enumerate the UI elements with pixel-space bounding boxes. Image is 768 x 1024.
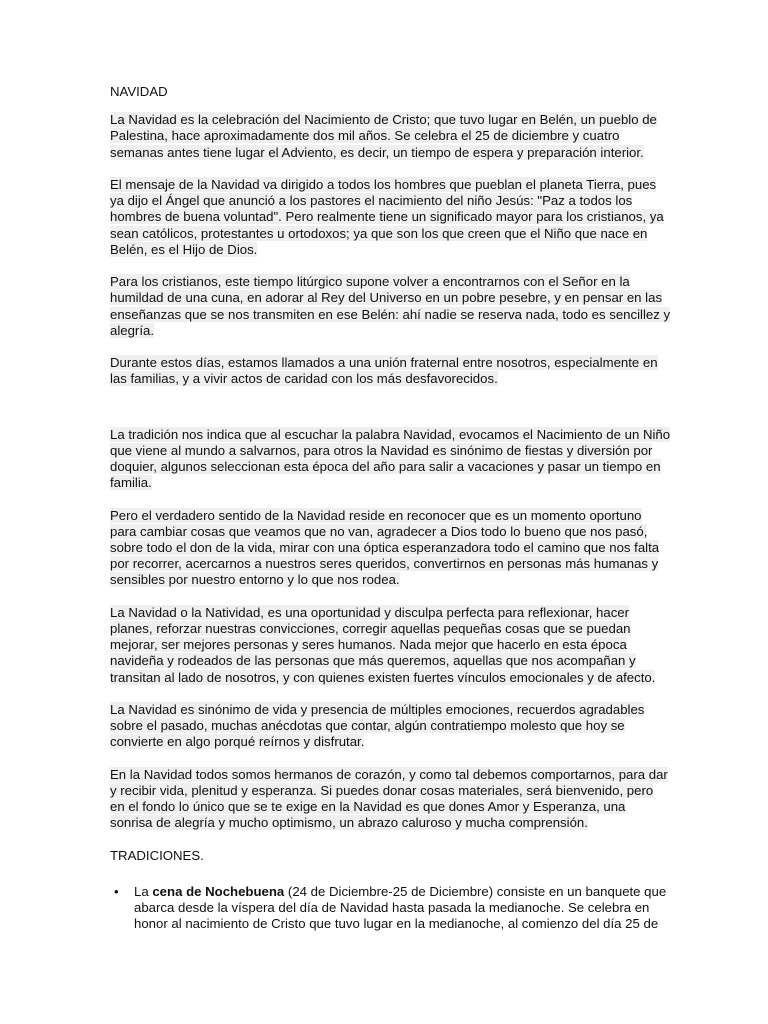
paragraph-line: en el fondo lo único que se te exige en la Navidad es que dones Amor y Esperanza, una — [110, 799, 626, 815]
paragraph-list — [110, 112, 671, 831]
list-item-line: abarca desde la víspera del día de Navidad hasta pasada la medianoche. Se celebra en — [134, 900, 650, 916]
paragraph-line: las familias, y a vivir actos de caridad con los más desfavorecidos. — [110, 371, 498, 387]
paragraph-line-wrapper — [110, 653, 660, 669]
paragraph-line: sonrisa de alegría y mucho optimismo, un abrazo caluroso y mucha comprensión. — [110, 815, 588, 831]
paragraph-line-wrapper — [110, 670, 660, 686]
paragraph-line-wrapper — [110, 524, 660, 540]
paragraph-line: que viene al mundo a salvarnos, para otros la Navidad es sinónimo de fiestas y diversión por — [110, 442, 653, 458]
paragraph-line-wrapper — [110, 637, 660, 653]
paragraph — [110, 426, 671, 492]
paragraph-line-wrapper — [110, 621, 660, 637]
paragraph-line: sensibles por nuestro entorno y lo que nos rodea. — [110, 572, 400, 588]
paragraph-line-wrapper — [110, 572, 660, 588]
paragraph-line: Durante estos días, estamos llamados a una unión fraternal entre nosotros, especialmente en — [110, 355, 658, 371]
paragraph-line: sobre todo el don de la vida, mirar con una óptica esperanzadora todo el camino que nos falta — [110, 540, 660, 556]
paragraph-line-wrapper — [110, 443, 660, 459]
paragraph-line-wrapper — [110, 799, 660, 815]
paragraph-line-wrapper — [110, 145, 660, 161]
paragraph-line: humildad de una cuna, en adorar al Rey del Universo en un pobre pesebre, y en pensar en las — [110, 290, 663, 306]
paragraph-line: para cambiar cosas que veamos que no van, agradecer a Dios todo lo bueno que nos pasó, — [110, 523, 648, 539]
paragraph — [110, 355, 660, 387]
paragraph-line-wrapper — [110, 605, 660, 621]
paragraph-line: La Navidad es sinónimo de vida y presencia de múltiples emociones, recuerdos agradables — [110, 702, 645, 718]
paragraph-line-wrapper — [110, 556, 660, 572]
paragraph — [110, 702, 660, 751]
paragraph-line-wrapper — [110, 783, 660, 799]
paragraph — [110, 605, 660, 686]
section-heading-tradiciones: TRADICIONES. — [110, 847, 204, 863]
paragraph-line: familia. — [110, 475, 152, 491]
paragraph-line: Palestina, hace aproximadamente dos mil años. Se celebra el 25 de diciembre y cuatro — [110, 128, 620, 144]
paragraph-line: La Navidad o la Natividad, es una oportunidad y disculpa perfecta para reflexionar, hacer — [110, 604, 630, 620]
paragraph-line-wrapper — [110, 508, 660, 524]
paragraph-line: En la Navidad todos somos hermanos de corazón, y como tal debemos comportarnos, para dar — [110, 766, 668, 782]
paragraph-line-wrapper — [110, 128, 660, 144]
paragraph-line-wrapper — [110, 209, 664, 225]
paragraph-line: enseñanzas que se nos transmiten en ese Belén: ahí nadie se reserva nada, todo es sencillez y — [110, 306, 671, 322]
paragraph-line: doquier, algunos seleccionan esta época del año para salir a vacaciones y pasar un tiempo en — [110, 459, 661, 475]
paragraph-line: ya dijo el Ángel que anunció a los pastores el nacimiento del niño Jesús: "Paz a todos los — [110, 193, 633, 209]
paragraph-line-wrapper — [110, 193, 660, 209]
paragraph — [110, 177, 664, 258]
paragraph-line-wrapper — [110, 242, 660, 258]
paragraph-line: La Navidad es la celebración del Nacimiento de Cristo; que tuvo lugar en Belén, un pueblo de — [110, 112, 657, 128]
list-item-line — [134, 883, 667, 900]
paragraph-line-wrapper — [110, 702, 660, 718]
paragraph-line: y recibir vida, plenitud y esperanza. Si puedes donar cosas materiales, será bienvenido, pero — [110, 783, 654, 799]
paragraph-line-wrapper — [110, 274, 660, 290]
paragraph-line: Para los cristianos, este tiempo litúrgico supone volver a encontrarnos con el Señor en la — [110, 274, 630, 290]
paragraph-line-wrapper — [110, 323, 660, 339]
list-item-line: honor al nacimiento de Cristo que tuvo lugar en la medianoche, al comienzo del día 25 de — [134, 916, 659, 932]
paragraph-line-wrapper — [110, 766, 668, 783]
paragraph-line-wrapper — [110, 540, 660, 556]
paragraph-line: sean católicos, protestantes u ortodoxos; ya que son los que creen que el Niño que nace en — [110, 225, 648, 241]
paragraph-line: transitan al lado de nosotros, y con quienes existen fuertes vínculos emocionales y de afecto. — [110, 669, 656, 685]
paragraph-line-wrapper — [110, 371, 660, 387]
paragraph-line-wrapper — [110, 306, 671, 323]
paragraph-line: La tradición nos indica que al escuchar la palabra Navidad, evocamos el Nacimiento de un Niño — [110, 426, 671, 442]
list-item-line1-rest: (24 de Diciembre-25 de Diciembre) consiste en un banquete que — [284, 883, 667, 899]
paragraph-line: Belén, es el Hijo de Dios. — [110, 241, 258, 257]
list-item-bold-term: cena de Nochebuena — [152, 883, 285, 899]
paragraph-line-wrapper — [110, 355, 660, 371]
paragraph-line: convierte en algo porqué reírnos y disfrutar. — [110, 734, 365, 750]
paragraph-line: navideña y rodeados de las personas que más queremos, aquellas que nos acompañan y — [110, 653, 636, 669]
list-item-lead: La — [134, 883, 153, 899]
paragraph-line: El mensaje de la Navidad va dirigido a todos los hombres que pueblan el planeta Tierra, pues — [110, 177, 657, 192]
paragraph-line: sobre el pasado, muchas anécdotas que contar, algún contratiempo molesto que hoy se — [110, 718, 625, 734]
paragraph-line-wrapper — [110, 815, 660, 831]
bullet-icon: • — [114, 883, 119, 899]
paragraph-line: por recorrer, acercarnos a nuestros seres queridos, convertirnos en personas más humanas y — [110, 556, 659, 572]
paragraph-line: hombres de buena voluntad". Pero realmente tiene un significado mayor para los cristianos, ya — [110, 209, 664, 225]
paragraph — [110, 508, 660, 589]
paragraph-line-wrapper — [110, 226, 660, 242]
paragraph-line-wrapper — [110, 112, 660, 128]
traditions-list — [110, 883, 667, 933]
document-title: NAVIDAD — [110, 84, 168, 99]
paragraph-line: alegría. — [110, 322, 154, 338]
paragraph — [110, 274, 671, 339]
paragraph-line-wrapper — [110, 475, 660, 491]
paragraph-line: planes, reforzar nuestras convicciones, corregir aquellas pequeñas cosas que se puedan — [110, 621, 631, 637]
paragraph-line-wrapper — [110, 290, 663, 306]
paragraph-line-wrapper — [110, 718, 660, 734]
paragraph — [110, 112, 660, 161]
paragraph-line: Pero el verdadero sentido de la Navidad reside en reconocer que es un momento oportuno — [110, 507, 642, 523]
paragraph-line-wrapper — [110, 459, 660, 475]
paragraph-line-wrapper — [110, 734, 660, 750]
paragraph-line: semanas antes tiene lugar el Adviento, es decir, un tiempo de espera y preparación interior. — [110, 144, 644, 160]
paragraph-line-wrapper — [110, 426, 671, 443]
paragraph — [110, 766, 668, 832]
paragraph-line: mejorar, ser mejores personas y seres humanos. Nada mejor que hacerlo en esta época — [110, 637, 627, 653]
list-item — [114, 883, 667, 933]
paragraph-line-wrapper — [110, 177, 660, 193]
